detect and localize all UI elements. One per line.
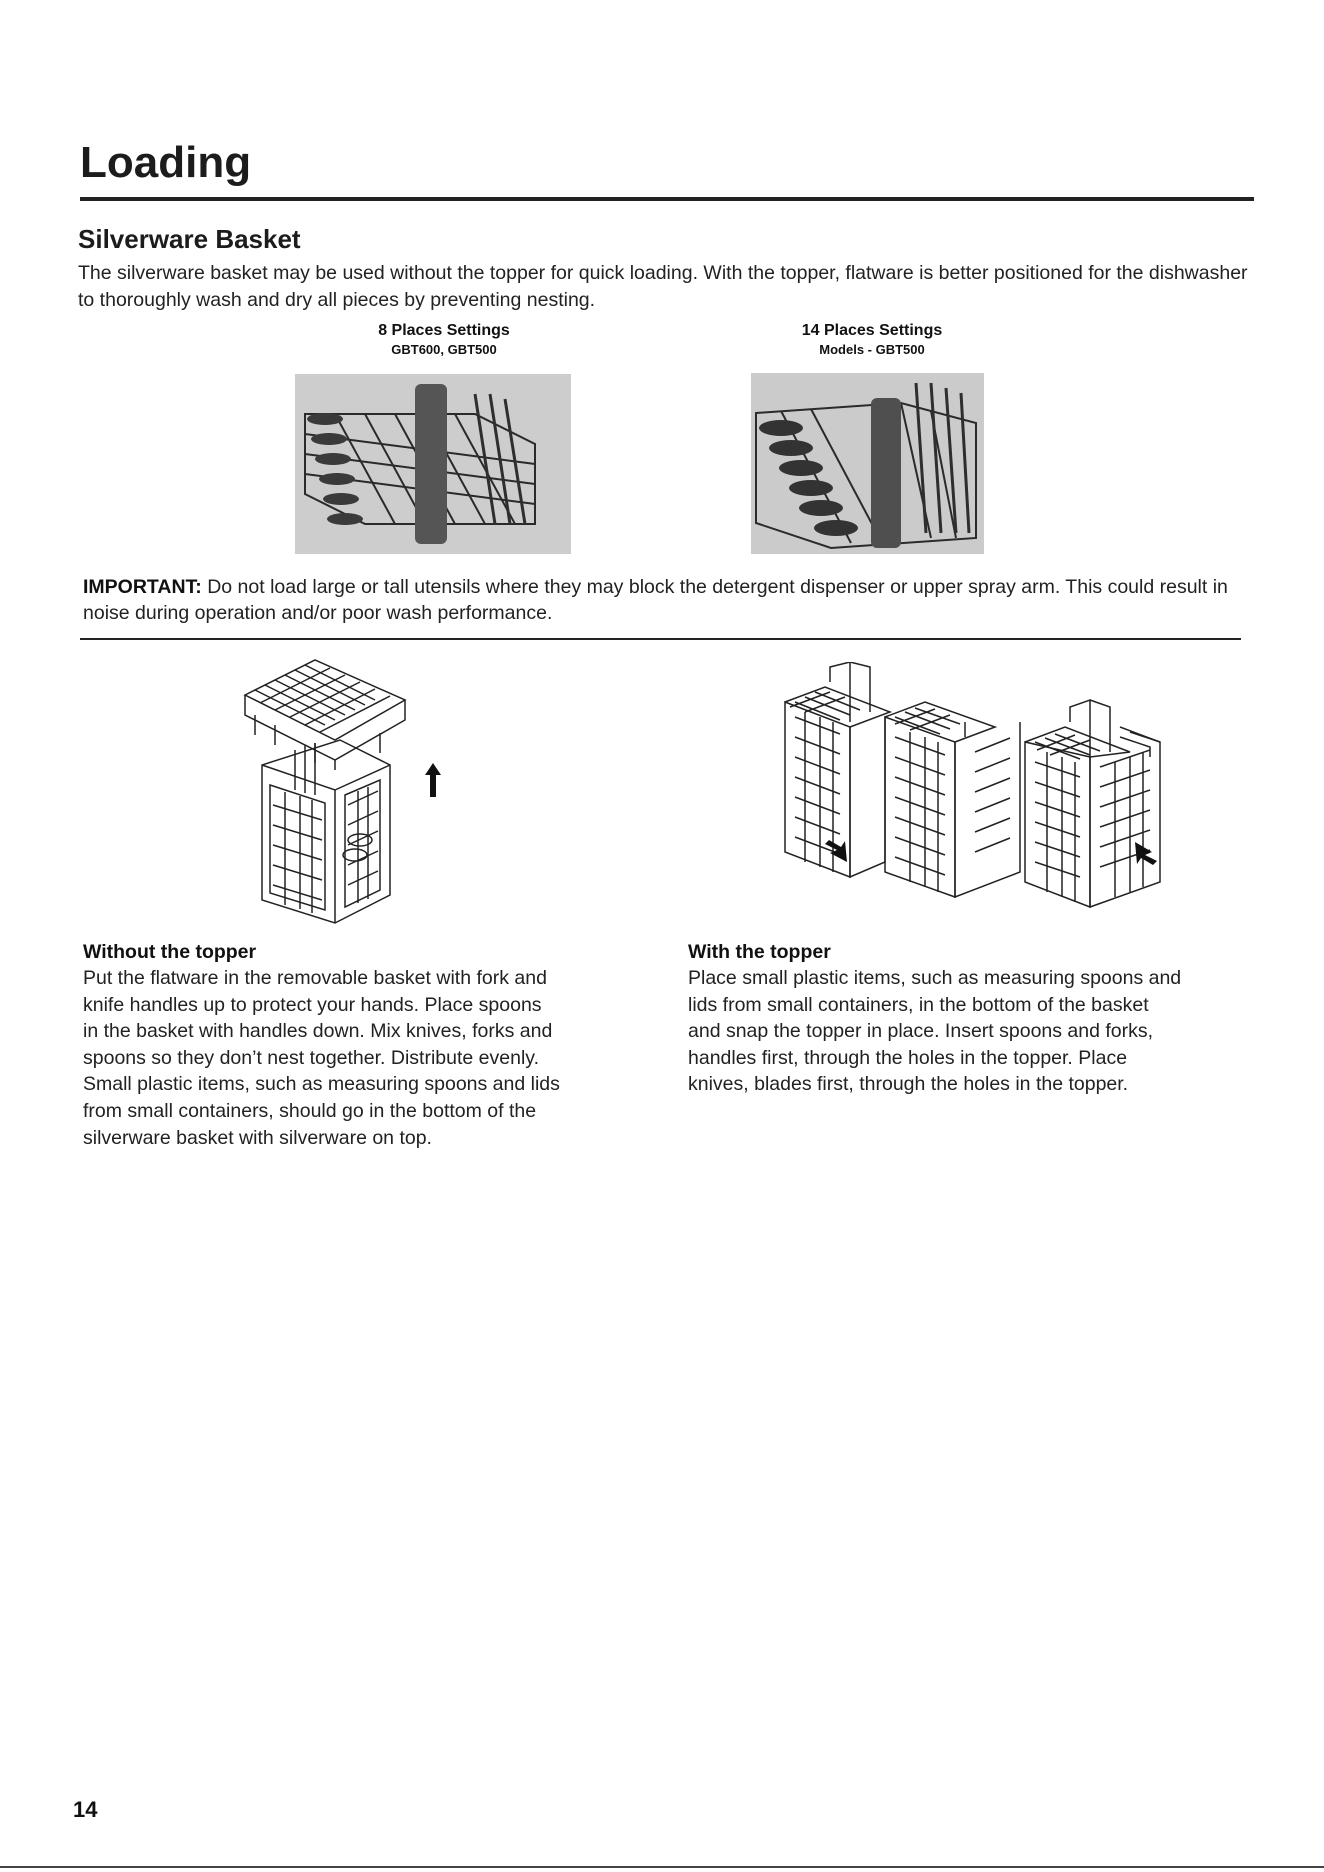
with-topper-section (688, 941, 1288, 1098)
caption-title: 14 Places Settings (801, 322, 943, 339)
text-line: spoons so they don’t nest together. Distribute evenly. (83, 1046, 539, 1069)
photo-caption-14-places (722, 322, 1022, 357)
section-divider (80, 638, 1241, 640)
text-line: lids from small containers, in the bottom of the basket (688, 993, 1149, 1016)
page-title: Loading (80, 138, 252, 187)
with-topper-heading: With the topper (688, 941, 831, 963)
without-topper-section (83, 941, 643, 1151)
text-line: and snap the topper in place. Insert spoons and forks, (688, 1020, 1154, 1043)
basket-without-topper-illustration (240, 655, 470, 927)
basket-with-topper-illustration (775, 662, 1173, 929)
text-line: from small containers, should go in the bottom of the (83, 1099, 537, 1122)
footer-rule (0, 1866, 1324, 1868)
text-line: knife handles up to protect your hands. Place spoons (83, 993, 542, 1016)
section-heading: Silverware Basket (78, 224, 301, 254)
basket-photo-8-places (295, 374, 571, 554)
text-line: Small plastic items, such as measuring spoons and lids (83, 1073, 560, 1096)
intro-paragraph: The silverware basket may be used without the topper for quick loading. With the topper, flatware is better positioned for the dishwasher to thoroughly wash and dry all pieces by preventing nesting. (78, 262, 1248, 311)
text-line: silverware basket with silverware on top. (83, 1126, 432, 1149)
text-line: in the basket with handles down. Mix knives, forks and (83, 1020, 553, 1043)
caption-title: 8 Places Settings (378, 322, 510, 339)
important-text: Do not load large or tall utensils where they may block the detergent dispenser or upper spray arm. This could result in noise during operation and/or poor wash performance. (83, 576, 1228, 624)
without-topper-heading: Without the topper (83, 941, 257, 963)
with-topper-text (688, 965, 1288, 1098)
important-notice (83, 574, 1263, 626)
page-number: 14 (73, 1797, 98, 1822)
caption-models: GBT600, GBT500 (391, 342, 497, 357)
basket-photo-14-places (751, 373, 984, 554)
title-divider (80, 197, 1254, 201)
caption-models: Models - GBT500 (819, 342, 925, 357)
text-line: knives, blades first, through the holes in the topper. (688, 1073, 1129, 1096)
without-topper-text (83, 965, 643, 1151)
text-line: Put the flatware in the removable basket with fork and (83, 967, 547, 989)
important-label: IMPORTANT: (83, 576, 202, 598)
text-line: handles first, through the holes in the topper. Place (688, 1046, 1128, 1069)
text-line: Place small plastic items, such as measuring spoons and (688, 967, 1182, 989)
photo-caption-8-places (294, 322, 594, 357)
